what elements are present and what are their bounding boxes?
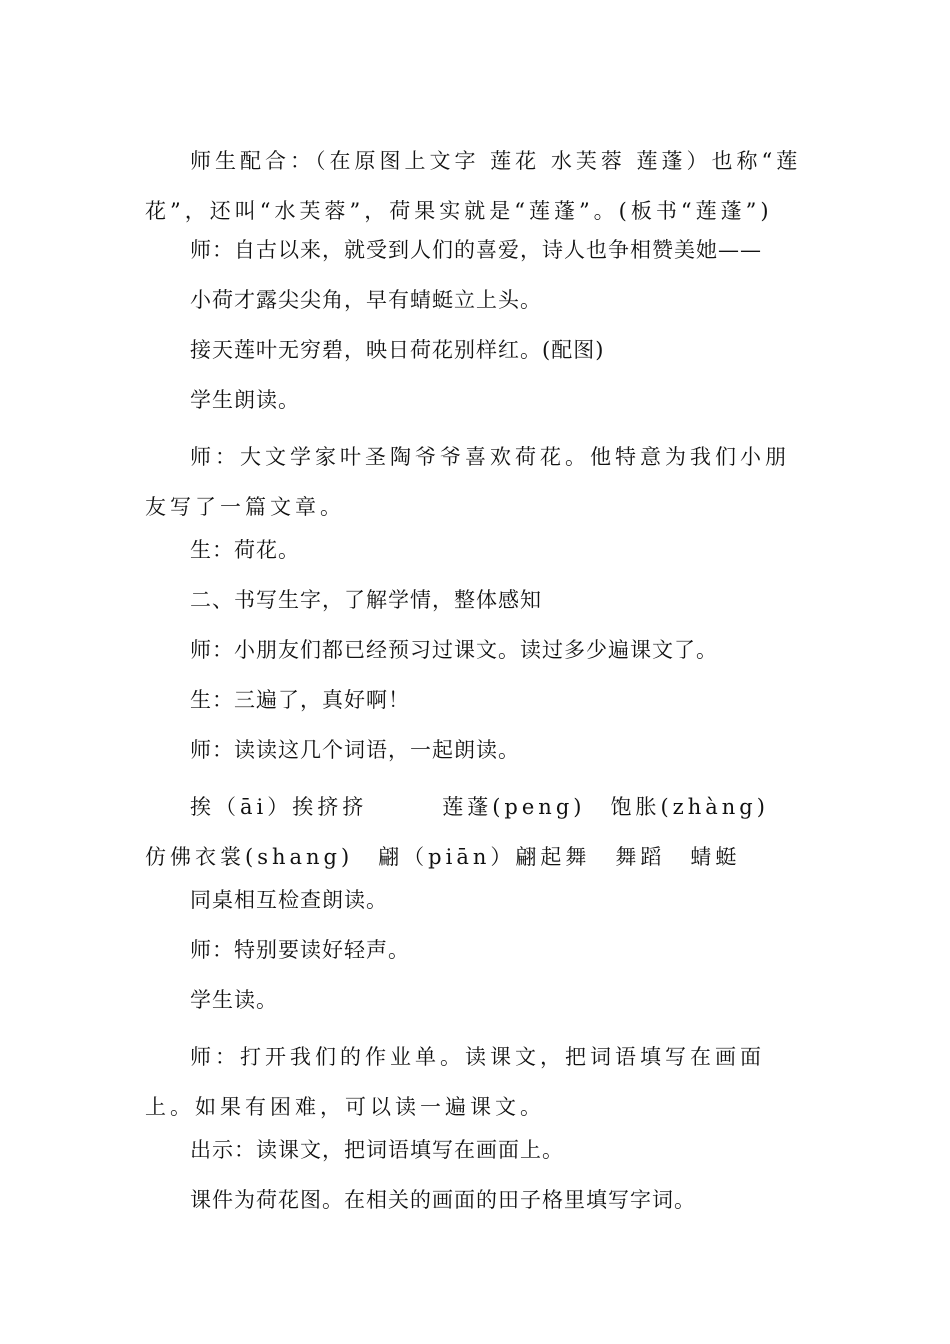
paragraph: 生：荷花。 <box>190 538 300 562</box>
vocabulary-list: 挨（āi）挨挤挤 莲蓬(peng) 饱胀(zhàng) 仿佛衣裳(shang) 翩（piān）翩起舞 舞蹈 蜻蜓 <box>145 795 794 869</box>
paragraph: 师：读读这几个词语，一起朗读。 <box>190 738 520 762</box>
paragraph: 师：自古以来，就受到人们的喜爱，诗人也争相赞美她—— <box>190 238 762 262</box>
paragraph: 学生朗读。 <box>190 388 300 412</box>
paragraph: 出示：读课文，把词语填写在画面上。 <box>190 1138 564 1162</box>
paragraph: 师生配合：（在原图上文字 莲花 水芙蓉 莲蓬）也称“莲花”，还叫“水芙蓉”，荷果实就是“莲蓬”。(板书“莲蓬”) <box>145 149 802 223</box>
paragraph: 课件为荷花图。在相关的画面的田子格里填写字词。 <box>190 1188 696 1212</box>
paragraph: 生：三遍了，真好啊！ <box>190 688 410 712</box>
section-heading: 二、书写生字，了解学情，整体感知 <box>190 588 542 612</box>
paragraph: 师：小朋友们都已经预习过课文。读过多少遍课文了。 <box>190 638 718 662</box>
poem-line: 接天莲叶无穷碧，映日荷花别样红。(配图) <box>190 338 605 362</box>
paragraph: 师：打开我们的作业单。读课文，把词语填写在画面上。如果有困难，可以读一遍课文。 <box>145 1045 765 1119</box>
paragraph: 同桌相互检查朗读。 <box>190 888 388 912</box>
paragraph: 学生读。 <box>190 988 278 1012</box>
paragraph: 师：大文学家叶圣陶爷爷喜欢荷花。他特意为我们小朋友写了一篇文章。 <box>145 445 790 519</box>
paragraph: 师：特别要读好轻声。 <box>190 938 410 962</box>
poem-line: 小荷才露尖尖角，早有蜻蜓立上头。 <box>190 288 542 312</box>
